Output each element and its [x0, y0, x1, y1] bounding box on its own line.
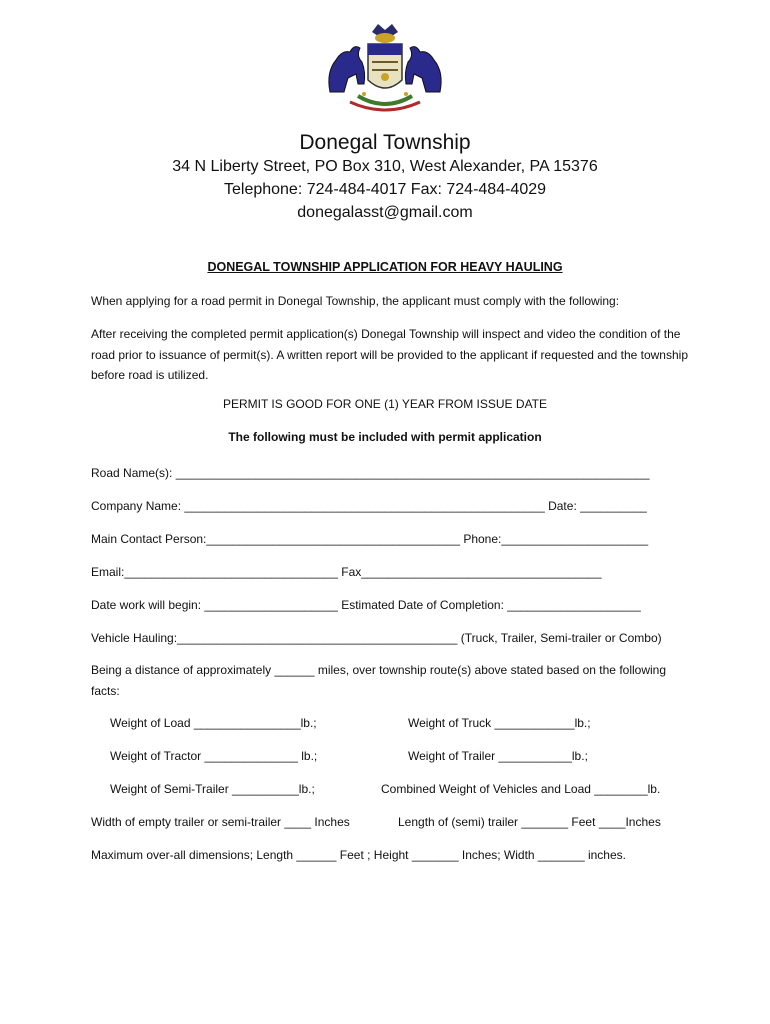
include-note: The following must be included with permit application: [228, 430, 542, 444]
email-fax-field[interactable]: Email:________________________________ Fax____________________________________: [91, 565, 602, 579]
township-email: donegalasst@gmail.com: [297, 204, 473, 221]
coat-of-arms-seal: [320, 22, 450, 114]
township-phone-fax: Telephone: 724-484-4017 Fax: 724-484-4029: [223, 181, 547, 198]
work-dates-field[interactable]: Date work will begin: ____________________ Estimated Date of Completion: ____________________: [91, 598, 641, 612]
vehicle-hauling-field[interactable]: Vehicle Hauling:__________________________________________ (Truck, Trailer, Semi-trailer or Combo): [91, 631, 662, 645]
company-name-date-field[interactable]: Company Name: ______________________________________________________ Date: __________: [91, 499, 647, 513]
permit-validity-notice: PERMIT IS GOOD FOR ONE (1) YEAR FROM ISSUE DATE: [222, 397, 548, 411]
contact-phone-field[interactable]: Main Contact Person:______________________________________ Phone:______________________: [91, 532, 649, 546]
combined-weight-field[interactable]: Combined Weight of Vehicles and Load ________lb.: [381, 782, 661, 796]
township-name: Donegal Township: [299, 131, 471, 154]
road-names-field[interactable]: Road Name(s): _______________________________________________________________________: [91, 466, 650, 480]
weight-of-trailer-field[interactable]: Weight of Trailer ___________lb.;: [408, 749, 588, 763]
empty-trailer-width-field[interactable]: Width of empty trailer or semi-trailer ____ Inches: [91, 815, 350, 829]
township-address: 34 N Liberty Street, PO Box 310, West Alexander, PA 15376: [172, 158, 598, 175]
max-dimensions-field[interactable]: Maximum over-all dimensions; Length ______ Feet ; Height _______ Inches; Width _______ inches.: [91, 848, 626, 862]
weight-of-truck-field[interactable]: Weight of Truck ____________lb.;: [408, 716, 591, 730]
weight-of-semi-trailer-field[interactable]: Weight of Semi-Trailer __________lb.;: [110, 782, 315, 796]
form-title: DONEGAL TOWNSHIP APPLICATION FOR HEAVY HAULING: [207, 260, 563, 274]
intro-text: When applying for a road permit in Donegal Township, the applicant must comply with the following:: [91, 294, 620, 308]
weight-of-load-field[interactable]: Weight of Load ________________lb.;: [110, 716, 317, 730]
inspection-paragraph: After receiving the completed permit application(s) Donegal Township will inspect and video the condition of the road prior to issuance of permit(s). A written report will be provided to the applicant if requested and the township before road is utilized.: [91, 327, 688, 382]
weight-of-tractor-field[interactable]: Weight of Tractor ______________ lb.;: [110, 749, 318, 763]
trailer-length-field[interactable]: Length of (semi) trailer _______ Feet ____Inches: [398, 815, 661, 829]
distance-field[interactable]: Being a distance of approximately ______ miles, over township route(s) above stated based on the following facts:: [91, 663, 667, 698]
